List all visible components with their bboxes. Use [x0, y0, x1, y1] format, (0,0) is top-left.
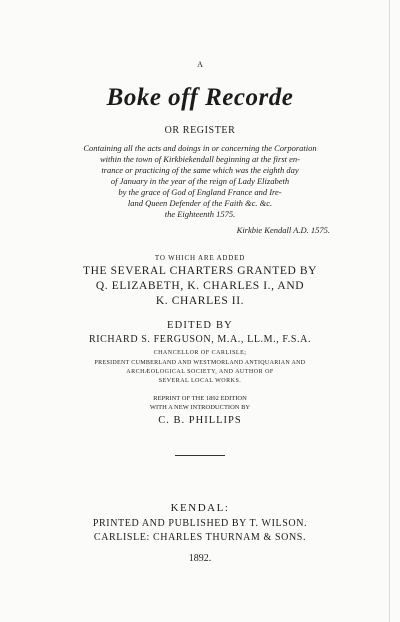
year: 1892. — [188, 553, 212, 564]
divider-rule — [175, 455, 225, 456]
edited-by: EDITED BY — [167, 320, 233, 331]
or-register: OR REGISTER — [164, 125, 236, 136]
editor-role-line: PRESIDENT CUMBERLAND AND WESTMORLAND ANTIQUARIAN AND — [94, 360, 306, 366]
added-intro: TO WHICH ARE ADDED — [154, 254, 246, 262]
editor-role-line: SEVERAL LOCAL WORKS. — [158, 378, 242, 384]
editor-role-line: CHANCELLOR OF CARLISLE; — [153, 350, 247, 356]
editor-name: RICHARD S. FERGUSON, M.A., LL.M., F.S.A. — [88, 334, 312, 345]
attribution: Kirkbie Kendall A.D. 1575. — [236, 225, 330, 235]
editor-role-line: ARCHÆOLOGICAL SOCIETY, AND AUTHOR OF — [126, 369, 274, 375]
place: KENDAL: — [170, 502, 230, 514]
description-line: trance or practicing of the same which was the eighth day — [101, 165, 299, 175]
description-line: by the grace of God of England France and Ire- — [118, 187, 282, 197]
reprint-line: WITH A NEW INTRODUCTION BY — [149, 404, 251, 411]
charters-line: THE SEVERAL CHARTERS GRANTED BY — [82, 265, 318, 277]
article-a: A — [197, 60, 203, 69]
main-title: Boke off Recorde — [106, 84, 294, 111]
description-line: land Queen Defender of the Faith &c. &c. — [127, 198, 273, 208]
introducer-name: C. B. PHILLIPS — [158, 415, 242, 426]
charters-line: Q. ELIZABETH, K. CHARLES I., AND — [95, 280, 305, 292]
charters-line: K. CHARLES II. — [155, 295, 245, 307]
publisher-line: PRINTED AND PUBLISHED BY T. WILSON. — [92, 518, 308, 529]
description-line: Containing all the acts and doings in or concerning the Corporation — [83, 143, 317, 153]
description-line: of January in the year of the reign of Lady Elizabeth — [110, 176, 290, 186]
description-line: the Eighteenth 1575. — [164, 209, 236, 219]
description-line: within the town of Kirkbiekendall beginning at the first en- — [100, 154, 300, 164]
reprint-line: REPRINT OF THE 1892 EDITION — [153, 395, 247, 402]
publisher-line: CARLISLE: CHARLES THURNAM & SONS. — [93, 532, 307, 543]
